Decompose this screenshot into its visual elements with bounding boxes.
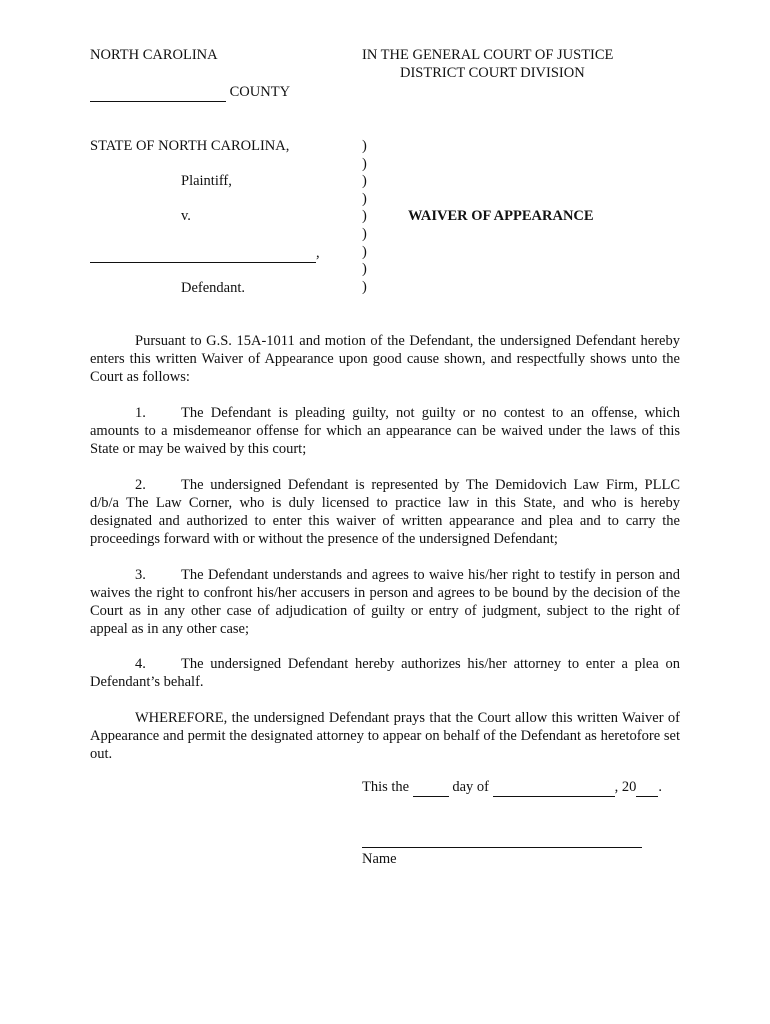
date-year-prefix: , 20 xyxy=(614,779,637,795)
paragraph-number: 3. xyxy=(135,567,146,583)
paragraph-text: The Defendant understands and agrees to waive his/her right to testify in person and waives the right to confront his/her accusers in person and agrees to be bound by the decision of the Court as in any other case of adjudication of guilty or entry of judgment, subject to the right of appeal as in any other case; xyxy=(90,567,680,637)
caption-paren: ) xyxy=(362,243,367,260)
paragraph-number: 2. xyxy=(135,477,146,493)
numbered-paragraph-4 xyxy=(90,655,680,691)
defendant-blank xyxy=(90,245,316,263)
caption-paren: ) xyxy=(362,190,367,207)
date-prefix: This the xyxy=(362,779,410,795)
paragraph-number: 4. xyxy=(135,656,146,672)
caption-bracket xyxy=(362,138,367,296)
paragraph-text: The Defendant is pleading guilty, not guilty or no contest to an offense, which amounts to a misdemeanor offense for which an appearance can be waived under the laws of this State or may be waived by this court; xyxy=(90,405,680,457)
defendant-name-line xyxy=(90,245,320,263)
signature-line[interactable] xyxy=(362,847,642,848)
court-heading-line1: IN THE GENERAL COURT OF JUSTICE xyxy=(362,47,614,63)
paragraph-text: The undersigned Defendant is represented by The Demidovich Law Firm, PLLC d/b/a The Law Corner, who is duly licensed to practice law in this State, and who is hereby designated and authorized to enter this waiver of written appearance and plea and to carry the proceedings forward with or without the presence of the undersigned Defendant; xyxy=(90,477,680,547)
wherefore-paragraph: WHEREFORE, the undersigned Defendant prays that the Court allow this written Waiver of Appearance and permit the designated attorney to appear on behalf of the Defendant as heretofore set out. xyxy=(90,710,680,762)
year-blank[interactable] xyxy=(636,779,658,797)
date-line xyxy=(362,779,662,797)
county-blank xyxy=(90,84,226,102)
defendant-comma: , xyxy=(316,245,320,261)
county-label: COUNTY xyxy=(229,84,291,100)
caption-paren: ) xyxy=(362,225,367,242)
name-label: Name xyxy=(362,851,397,867)
paragraph-number: 1. xyxy=(135,405,146,421)
defendant-label: Defendant. xyxy=(181,280,246,296)
paragraph-text: The undersigned Defendant hereby authorizes his/her attorney to enter a plea on Defendant’s behalf. xyxy=(90,656,680,690)
day-blank[interactable] xyxy=(413,779,449,797)
state-heading: NORTH CAROLINA xyxy=(90,47,218,63)
month-blank[interactable] xyxy=(493,779,615,797)
intro-paragraph: Pursuant to G.S. 15A-1011 and motion of the Defendant, the undersigned Defendant hereby enters this written Waiver of Appearance upon good cause shown, and respectfully shows unto the Court as follows: xyxy=(90,333,680,385)
numbered-paragraph-3 xyxy=(90,566,680,638)
caption-paren: ) xyxy=(362,278,367,295)
caption-paren: ) xyxy=(362,138,367,154)
plaintiff-name: STATE OF NORTH CAROLINA, xyxy=(90,138,290,154)
numbered-paragraph-2 xyxy=(90,476,680,548)
numbered-paragraph-1 xyxy=(90,404,680,458)
caption-paren: ) xyxy=(362,208,367,225)
court-heading-line2: DISTRICT COURT DIVISION xyxy=(400,65,585,81)
county-line xyxy=(90,84,290,102)
caption-paren: ) xyxy=(362,261,367,278)
caption-paren: ) xyxy=(362,173,367,190)
date-day-of: day of xyxy=(452,779,490,795)
date-period: . xyxy=(658,779,663,795)
versus-label: v. xyxy=(181,208,191,224)
document-title: WAIVER OF APPEARANCE xyxy=(408,208,594,224)
plaintiff-label: Plaintiff, xyxy=(181,173,232,189)
caption-paren: ) xyxy=(362,155,367,172)
